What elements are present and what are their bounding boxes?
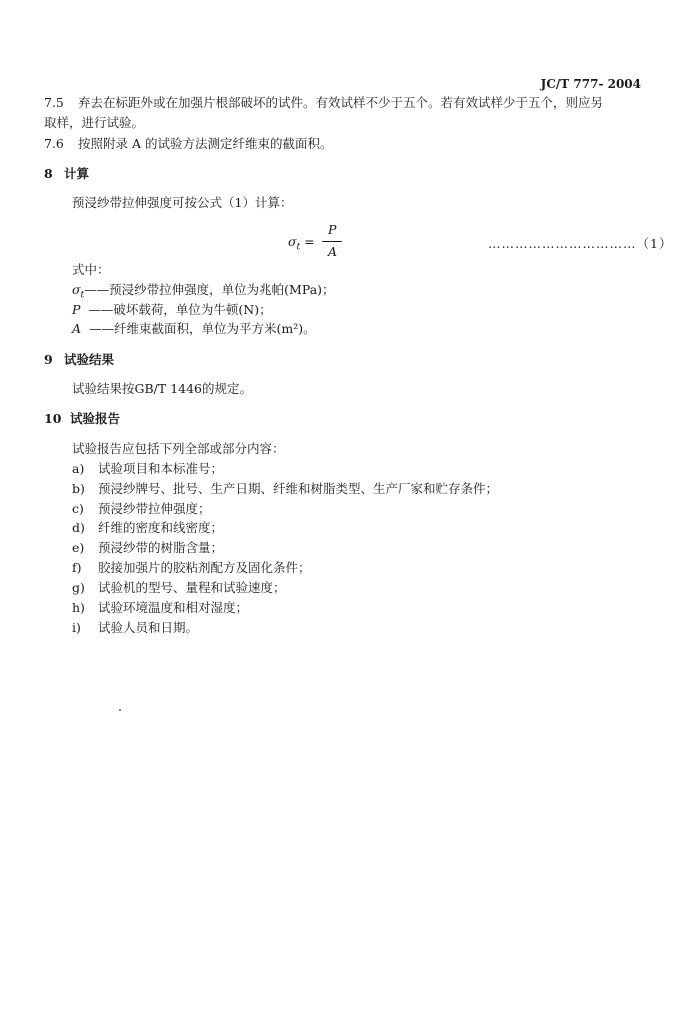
report-item-d: d) 纤维的密度和线密度； bbox=[72, 520, 224, 535]
report-item-g: g) 试验机的型号、量程和试验速度； bbox=[72, 580, 286, 595]
section-9-text: 试验结果按GB/T 1446的规定。 bbox=[72, 381, 253, 396]
section-10-title: 试验报告 bbox=[70, 411, 121, 426]
var-p: P ——破坏载荷，单位为牛顿(N)； bbox=[72, 302, 272, 317]
where-label: 式中： bbox=[72, 262, 110, 277]
section-8-title: 计算 bbox=[64, 166, 90, 181]
clause-7-6-text: 按照附录 A 的试验方法测定纤维束的截面积。 bbox=[78, 136, 333, 151]
section-8-intro: 预浸纱带拉伸强度可按公式（1）计算： bbox=[72, 195, 293, 210]
clause-7-5-line-1: 弃去在标距外或在加强片根部破坏的试件。有效试样不少于五个。若有效试样少于五个，则应另 bbox=[78, 95, 604, 110]
scan-speck bbox=[119, 709, 121, 711]
clause-7-5-line-2: 取样，进行试验。 bbox=[44, 115, 145, 130]
report-item-f: f) 胶接加强片的胶粘剂配方及固化条件； bbox=[72, 560, 311, 575]
report-item-e: e) 预浸纱带的树脂含量； bbox=[72, 540, 224, 555]
report-item-i: i) 试验人员和日期。 bbox=[72, 620, 199, 635]
report-item-h: h) 试验环境温度和相对湿度； bbox=[72, 600, 249, 615]
section-9-number: 9 bbox=[44, 352, 53, 367]
var-sigma: $\sigma_t——$预浸纱带拉伸强度，单位为兆帕(MPa)； bbox=[72, 282, 335, 301]
clause-7-6-number: 7.6 bbox=[44, 136, 64, 151]
report-item-c: c) 预浸纱带拉伸强度； bbox=[72, 501, 211, 516]
fraction-bar bbox=[322, 241, 342, 242]
section-10-number: 10 bbox=[44, 411, 62, 426]
formula-denominator: A bbox=[328, 244, 338, 259]
report-item-a: a) 试验项目和本标准号； bbox=[72, 461, 224, 476]
section-9-title: 试验结果 bbox=[64, 352, 115, 367]
section-8-number: 8 bbox=[44, 166, 53, 181]
formula-numerator: P bbox=[328, 222, 337, 237]
report-item-b: b) 预浸纱牌号、批号、生产日期、纤维和树脂类型、生产厂家和贮存条件； bbox=[72, 481, 499, 496]
standard-number: JC/T 777- 2004 bbox=[540, 77, 641, 91]
section-10-intro: 试验报告应包括下列全部或部分内容： bbox=[72, 441, 285, 456]
var-a: A ——纤维束截面积，单位为平方米(m²)。 bbox=[72, 321, 316, 336]
clause-7-5-number: 7.5 bbox=[44, 95, 64, 110]
formula-leader-and-number: ……………………………（1） bbox=[488, 236, 673, 251]
formula-1 bbox=[288, 222, 348, 262]
formula-lhs: $\sigma_t$ = bbox=[288, 234, 315, 253]
